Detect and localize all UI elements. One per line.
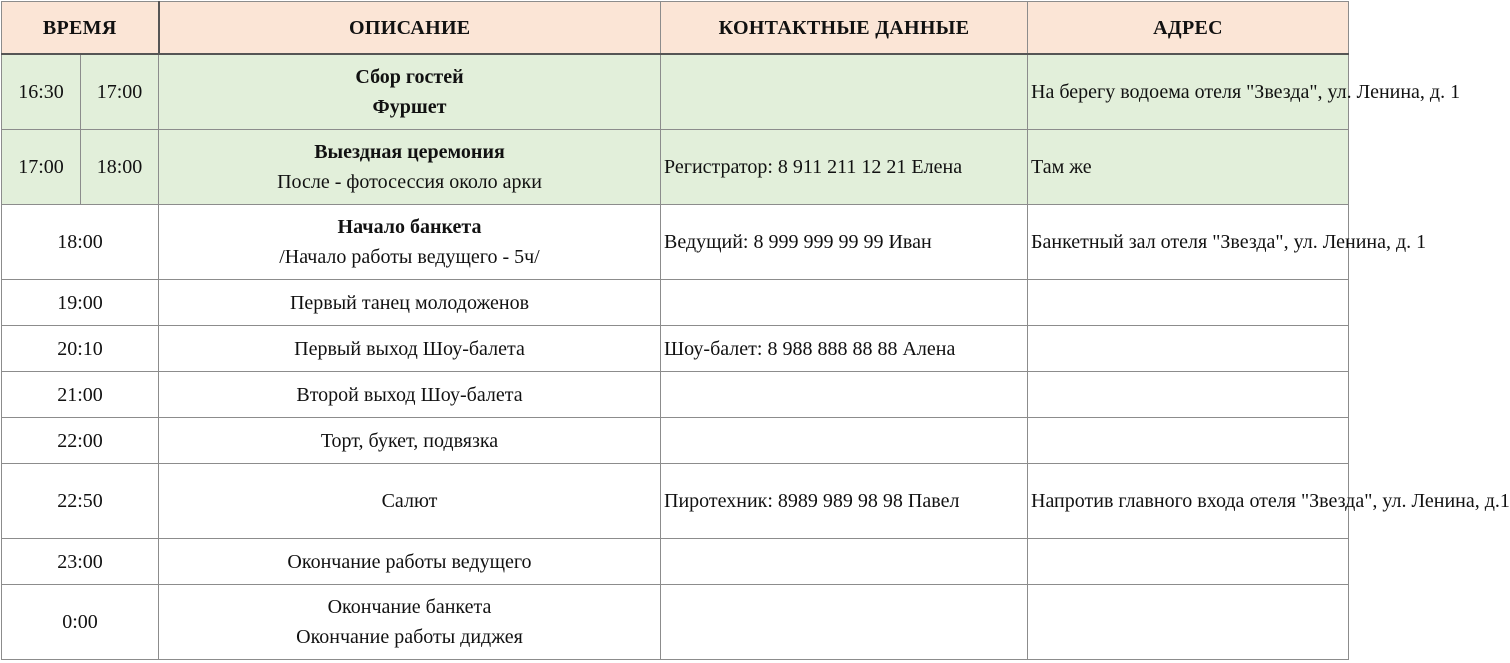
address-cell bbox=[1028, 539, 1349, 585]
time-cell: 22:50 bbox=[2, 464, 159, 539]
time-start: 17:00 bbox=[2, 130, 81, 205]
time-cell: 21:00 bbox=[2, 372, 159, 418]
description-cell: Первый выход Шоу-балета bbox=[159, 326, 661, 372]
address-cell bbox=[1028, 418, 1349, 464]
description-subtitle: Фуршет bbox=[372, 96, 447, 118]
contact-cell: Пиротехник: 8989 989 98 98 Павел bbox=[661, 464, 1028, 539]
contact-cell bbox=[661, 539, 1028, 585]
contact-cell bbox=[661, 585, 1028, 660]
address-cell bbox=[1028, 326, 1349, 372]
description-cell: Окончание работы ведущего bbox=[159, 539, 661, 585]
description-cell: Первый танец молодоженов bbox=[159, 280, 661, 326]
description-cell bbox=[159, 585, 661, 660]
table-row bbox=[2, 539, 1349, 585]
address-cell: Напротив главного входа отеля "Звезда", ул. Ленина, д.1 bbox=[1028, 464, 1349, 539]
address-cell bbox=[1028, 585, 1349, 660]
description-title: Выездная церемония bbox=[314, 141, 505, 163]
description-title: Начало банкета bbox=[337, 216, 482, 238]
description-subtitle: Окончание работы диджея bbox=[296, 626, 523, 648]
table-row bbox=[2, 205, 1349, 280]
description-cell: Торт, букет, подвязка bbox=[159, 418, 661, 464]
contact-cell: Ведущий: 8 999 999 99 99 Иван bbox=[661, 205, 1028, 280]
description-subtitle: /Начало работы ведущего - 5ч/ bbox=[279, 246, 540, 268]
header-row bbox=[2, 2, 1349, 55]
table-row bbox=[2, 585, 1349, 660]
table-row bbox=[2, 280, 1349, 326]
time-end: 17:00 bbox=[81, 54, 159, 130]
description-title: Окончание банкета bbox=[327, 596, 492, 618]
time-cell: 20:10 bbox=[2, 326, 159, 372]
address-cell: Банкетный зал отеля "Звезда", ул. Ленина, д. 1 bbox=[1028, 205, 1349, 280]
contact-cell bbox=[661, 418, 1028, 464]
time-cell: 23:00 bbox=[2, 539, 159, 585]
description-cell: Второй выход Шоу-балета bbox=[159, 372, 661, 418]
address-cell bbox=[1028, 372, 1349, 418]
time-cell: 22:00 bbox=[2, 418, 159, 464]
table-row bbox=[2, 418, 1349, 464]
header-contacts: КОНТАКТНЫЕ ДАННЫЕ bbox=[661, 2, 1028, 55]
description-cell bbox=[159, 130, 661, 205]
contact-cell: Регистратор: 8 911 211 12 21 Елена bbox=[661, 130, 1028, 205]
schedule-table bbox=[1, 1, 1510, 660]
table-row bbox=[2, 54, 1349, 130]
contact-cell bbox=[661, 280, 1028, 326]
table-row bbox=[2, 464, 1349, 539]
header-description: ОПИСАНИЕ bbox=[159, 2, 661, 55]
table-row bbox=[2, 326, 1349, 372]
time-cell: 0:00 bbox=[2, 585, 159, 660]
header-address: АДРЕС bbox=[1028, 2, 1349, 55]
address-cell bbox=[1028, 280, 1349, 326]
time-start: 16:30 bbox=[2, 54, 81, 130]
address-cell: На берегу водоема отеля "Звезда", ул. Ленина, д. 1 bbox=[1028, 54, 1349, 130]
table-row bbox=[2, 130, 1349, 205]
header-time: ВРЕМЯ bbox=[2, 2, 159, 55]
contact-cell bbox=[661, 54, 1028, 130]
time-cell: 18:00 bbox=[2, 205, 159, 280]
contact-cell: Шоу-балет: 8 988 888 88 88 Алена bbox=[661, 326, 1028, 372]
time-end: 18:00 bbox=[81, 130, 159, 205]
description-title: Сбор гостей bbox=[355, 66, 464, 88]
description-cell bbox=[159, 205, 661, 280]
table-row bbox=[2, 372, 1349, 418]
description-cell bbox=[159, 54, 661, 130]
contact-cell bbox=[661, 372, 1028, 418]
time-cell: 19:00 bbox=[2, 280, 159, 326]
description-cell: Салют bbox=[159, 464, 661, 539]
address-cell: Там же bbox=[1028, 130, 1349, 205]
description-subtitle: После - фотосессия около арки bbox=[277, 171, 542, 193]
